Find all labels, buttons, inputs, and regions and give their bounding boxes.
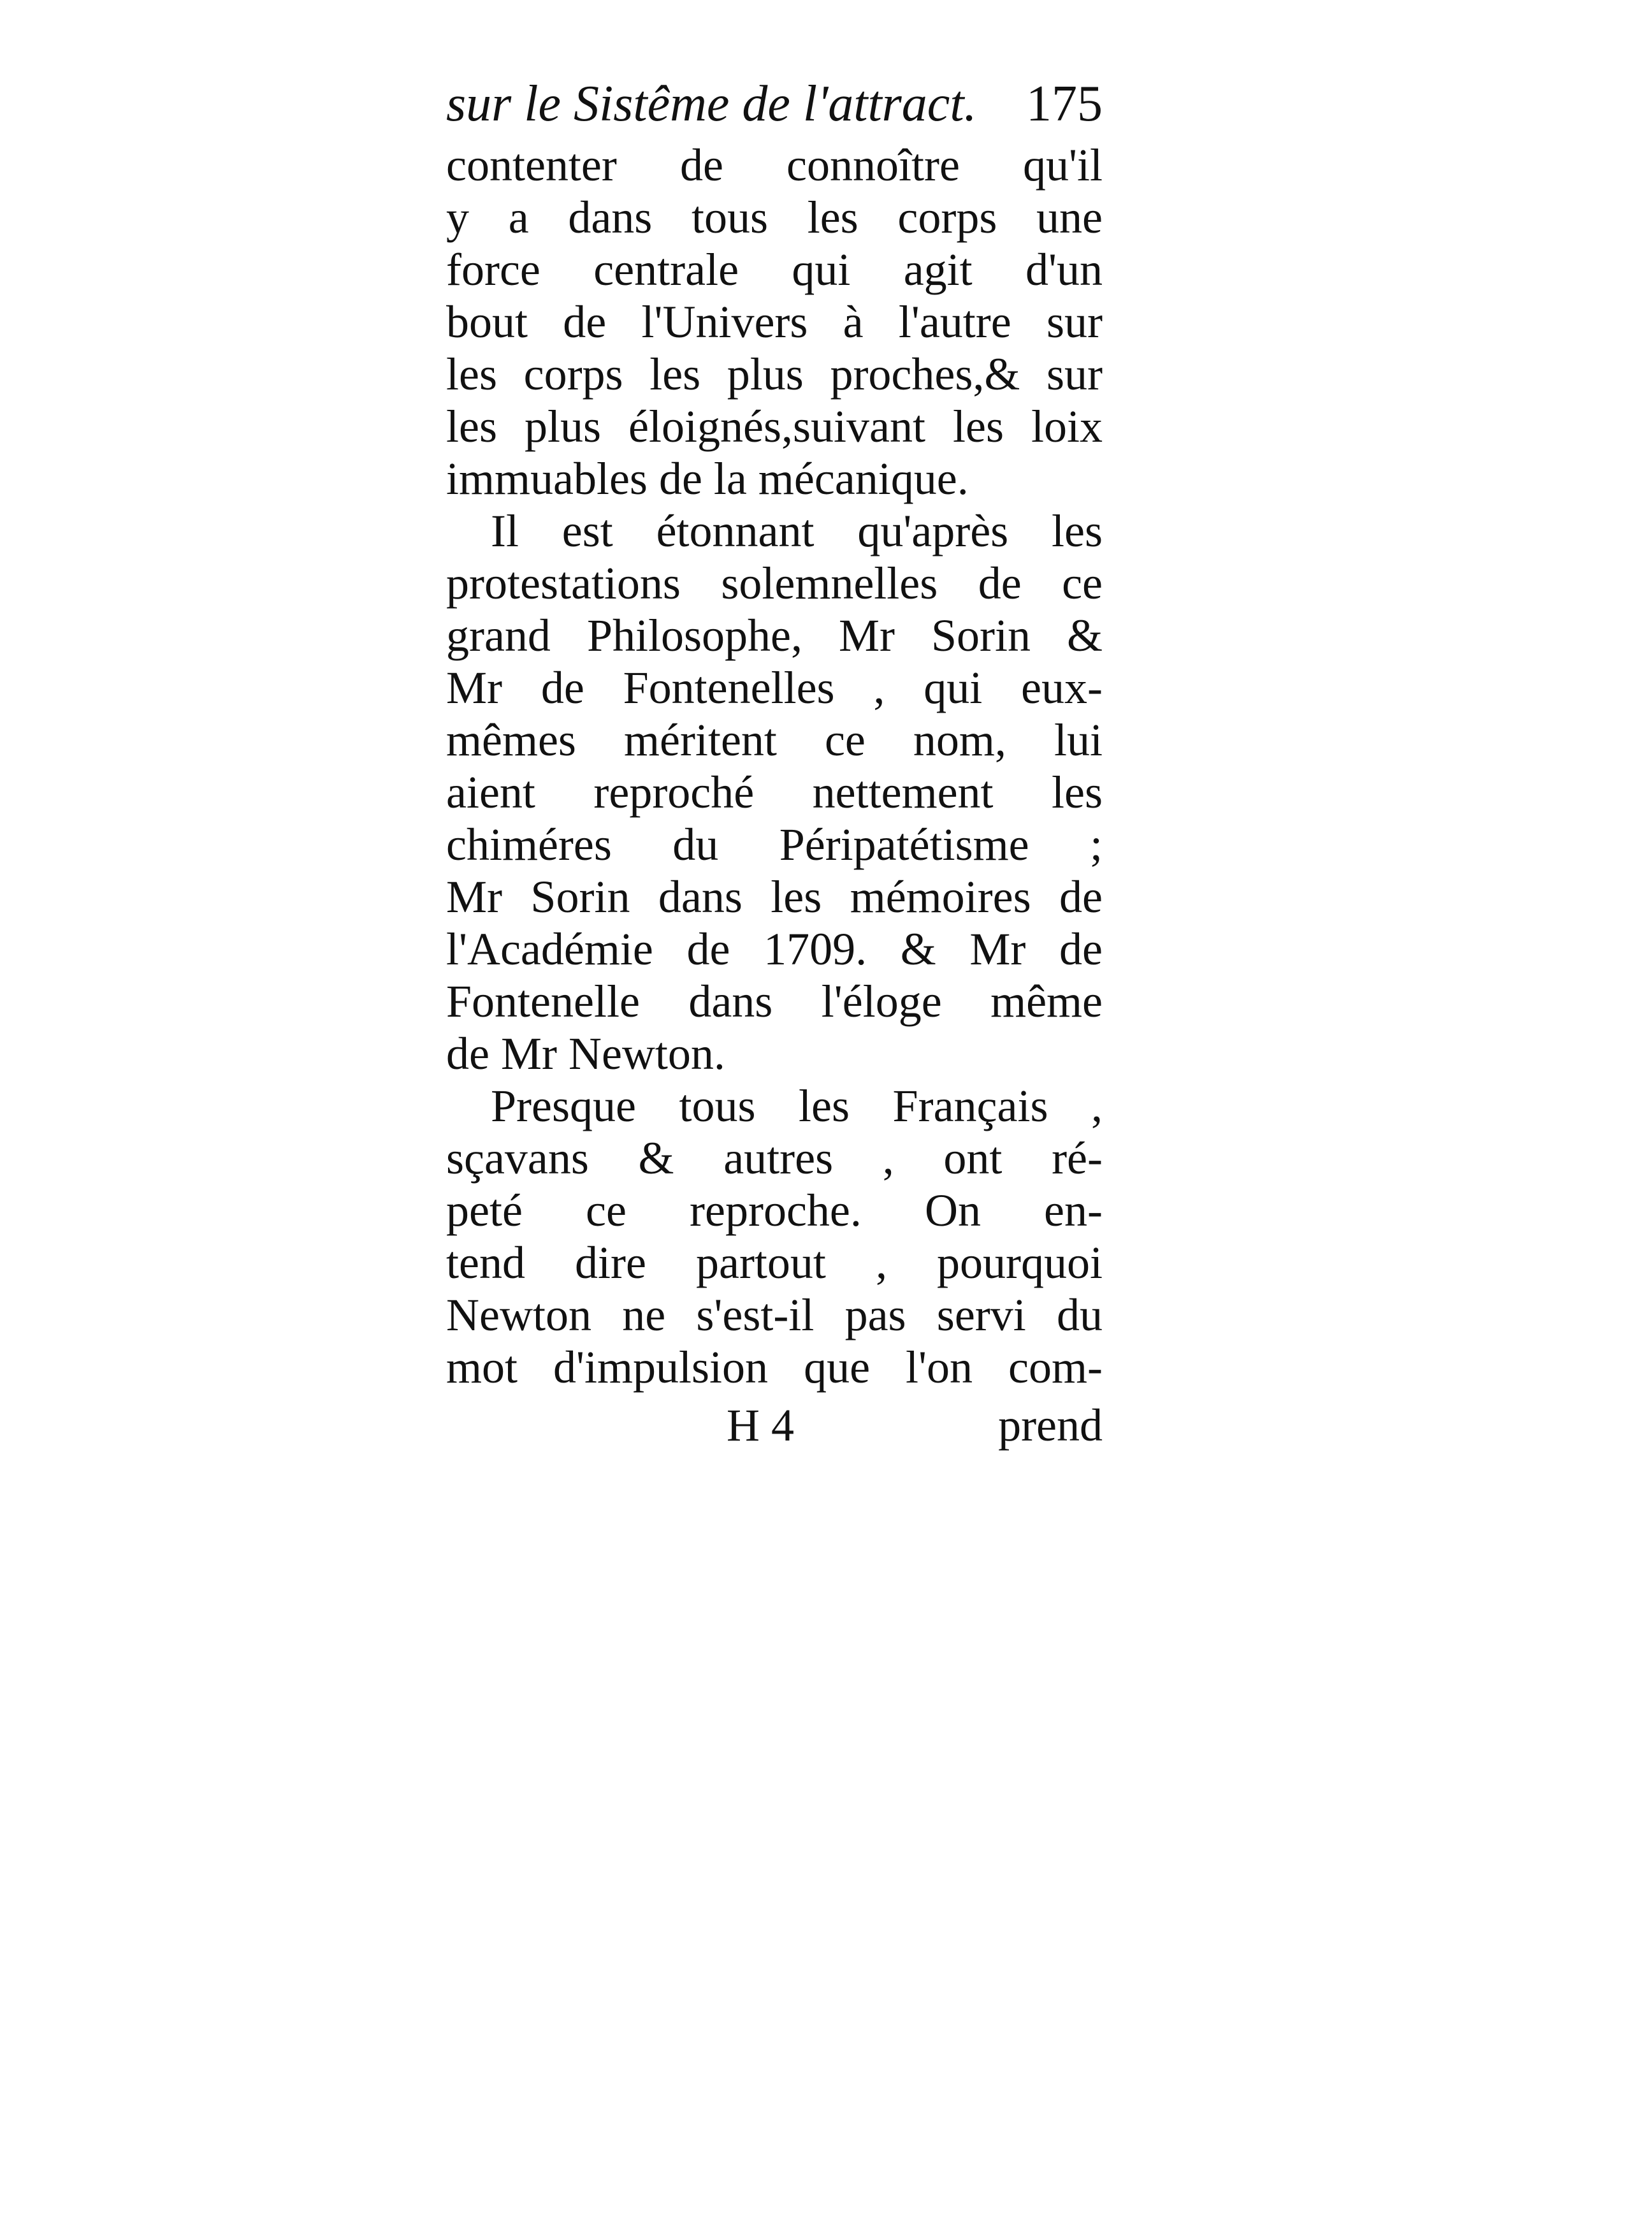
page-number: 175 <box>1026 76 1103 132</box>
text-line: protestations solemnelles de ce <box>446 558 1103 609</box>
text-block <box>446 69 1103 1457</box>
text-line: les corps les plus proches,& sur <box>446 349 1103 400</box>
text-line: les plus éloignés,suivant les loix <box>446 401 1103 452</box>
running-head <box>446 69 1103 139</box>
text-line: de Mr Newton. <box>446 1028 725 1079</box>
text-line: grand Philosophe, Mr Sorin & <box>446 610 1103 661</box>
text-line: mot d'impulsion que l'on com- <box>446 1342 1103 1393</box>
text-line: aient reproché nettement les <box>446 767 1103 818</box>
text-line: Newton ne s'est-il pas servi du <box>446 1289 1103 1340</box>
signature-mark: H 4 <box>727 1400 794 1451</box>
catchline <box>446 1393 1103 1457</box>
text-line: chiméres du Péripatétisme ; <box>446 819 1103 870</box>
text-line: Il est étonnant qu'après les <box>491 505 1103 556</box>
text-line: contenter de connoître qu'il <box>446 140 1103 191</box>
paragraph-3 <box>446 1080 1103 1393</box>
text-line: Mr Sorin dans les mémoires de <box>446 871 1103 922</box>
text-line: immuables de la mécanique. <box>446 453 969 504</box>
text-line: Presque tous les Français , <box>491 1080 1103 1131</box>
catchword: prend <box>998 1400 1103 1451</box>
running-title: sur le Sistême de l'attract. <box>446 76 977 132</box>
text-line: Mr de Fontenelles , qui eux- <box>446 662 1103 713</box>
text-line: tend dire partout , pourquoi <box>446 1237 1103 1288</box>
text-line: sçavans & autres , ont ré- <box>446 1133 1103 1184</box>
text-line: mêmes méritent ce nom, lui <box>446 715 1103 766</box>
text-line: force centrale qui agit d'un <box>446 244 1103 295</box>
text-line: l'Académie de 1709. & Mr de <box>446 924 1103 975</box>
text-line: y a dans tous les corps une <box>446 192 1103 243</box>
text-line: peté ce reproche. On en- <box>446 1185 1103 1236</box>
paragraph-1 <box>446 139 1103 505</box>
text-line: Fontenelle dans l'éloge même <box>446 976 1103 1027</box>
paragraph-2 <box>446 505 1103 1080</box>
text-line: bout de l'Univers à l'autre sur <box>446 296 1103 347</box>
